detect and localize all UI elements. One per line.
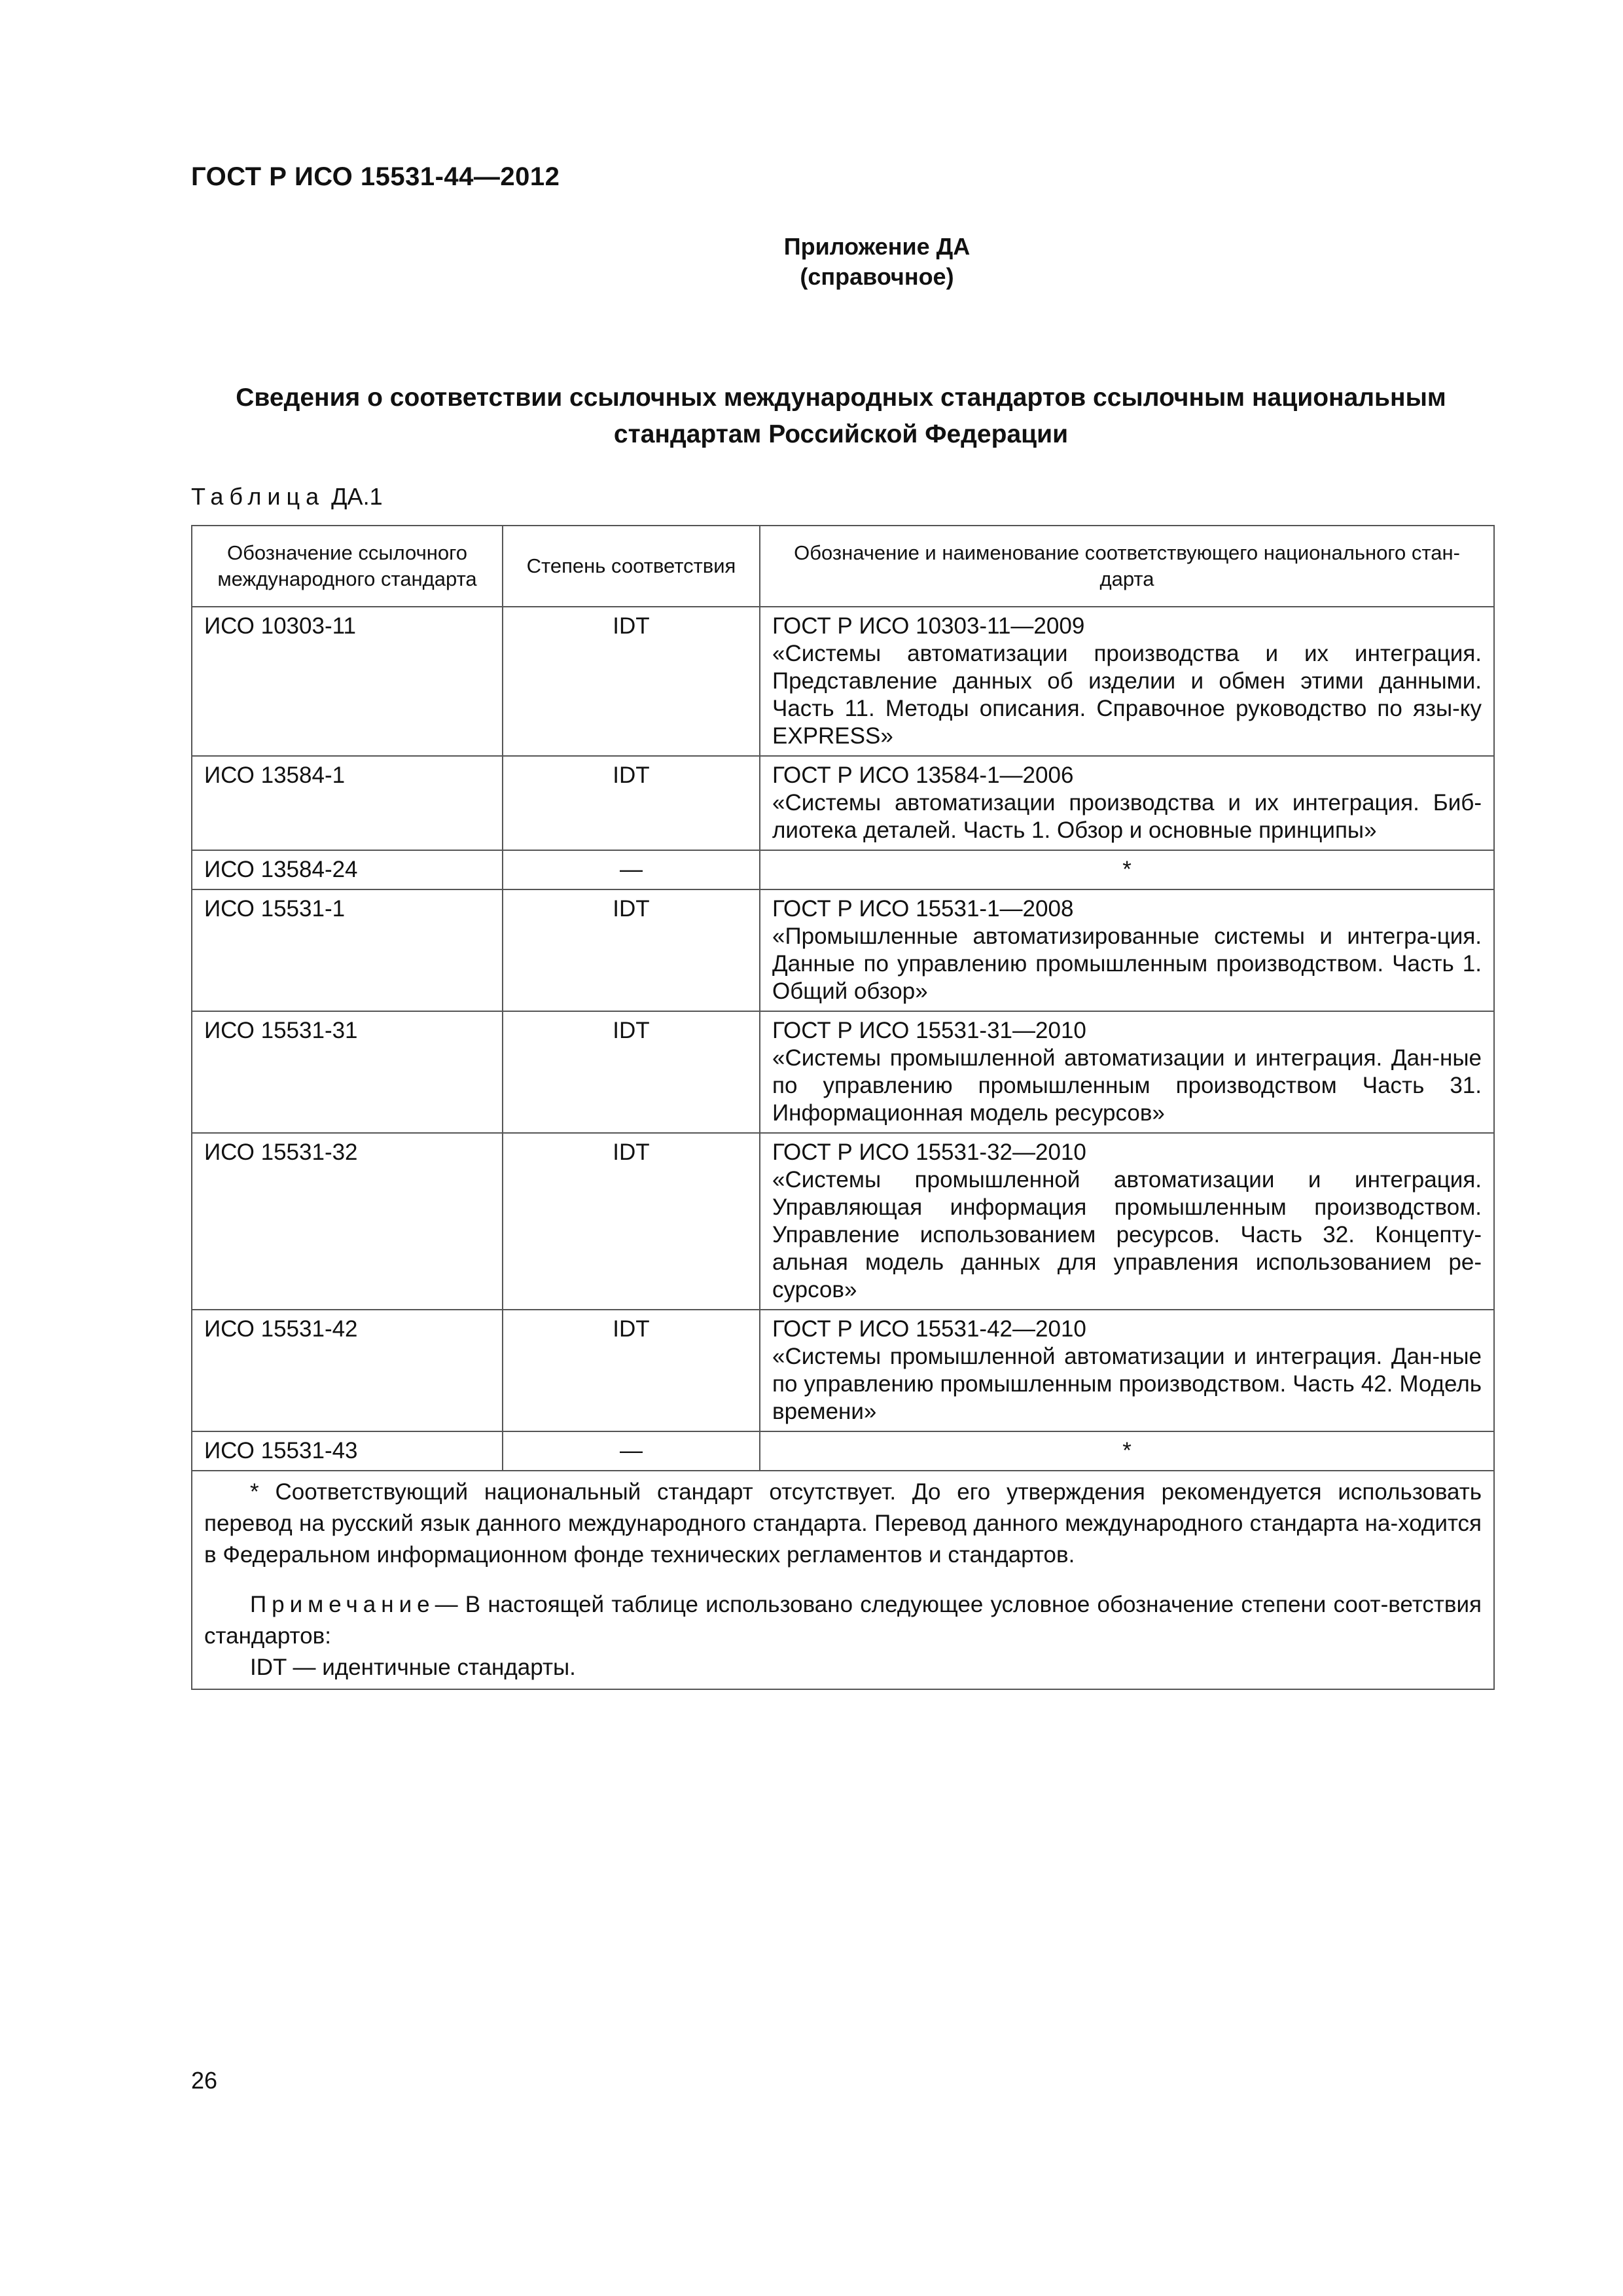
- degree-cell: IDT: [503, 889, 760, 1011]
- footnote-text: * Соответствующий национальный стандарт отсутствует. До его утверждения рекомендуется использовать перевод на русский язык данного международного стандарта. Перевод данного международного стандарта на-ходится в Федеральном информационном фонде технических регламентов и стандартов.: [204, 1479, 1482, 1568]
- intl-standard-cell: ИСО 13584-1: [192, 756, 503, 850]
- national-standard-cell: [760, 850, 1494, 889]
- table-footnote-cell: [192, 1471, 1494, 1689]
- national-standard-id: ГОСТ Р ИСО 10303-11—2009: [772, 613, 1085, 639]
- national-standard-id: ГОСТ Р ИСО 15531-1—2008: [772, 896, 1074, 922]
- degree-cell: IDT: [503, 1011, 760, 1133]
- intl-standard-cell: ИСО 15531-32: [192, 1133, 503, 1310]
- table-row: [192, 1431, 1494, 1471]
- national-standard-id: ГОСТ Р ИСО 15531-42—2010: [772, 1316, 1086, 1342]
- footnote-marker: *: [1122, 1438, 1132, 1463]
- intl-standard-cell: ИСО 13584-24: [192, 850, 503, 889]
- table-row: [192, 1011, 1494, 1133]
- table-note: [204, 1589, 1482, 1652]
- intl-standard-cell: ИСО 15531-1: [192, 889, 503, 1011]
- table-row: [192, 607, 1494, 756]
- table-row: [192, 1133, 1494, 1310]
- national-standard-cell: [760, 889, 1494, 1011]
- page-number: 26: [191, 2067, 218, 2094]
- column-header-intl-standard: Обозначение ссылочного международного стандарта: [192, 526, 503, 607]
- intl-standard-cell: ИСО 15531-31: [192, 1011, 503, 1133]
- national-standard-name: «Системы автоматизации производства и их интеграция. Представление данных об изделии и обмен этими данными. Часть 11. Методы описания. Справочное руководство по язы-ку EXPRESS»: [772, 641, 1482, 749]
- note-label: Примечание: [250, 1592, 435, 1617]
- degree-cell: IDT: [503, 1310, 760, 1431]
- table-row: [192, 1310, 1494, 1431]
- degree-cell: IDT: [503, 756, 760, 850]
- column-header-national-standard: Обозначение и наименование соответствующего национального стан-дарта: [760, 526, 1494, 607]
- degree-cell: —: [503, 1431, 760, 1471]
- intl-standard-cell: ИСО 10303-11: [192, 607, 503, 756]
- degree-cell: —: [503, 850, 760, 889]
- national-standard-name: «Системы промышленной автоматизации и интеграция. Управляющая информация промышленным производством. Управление использованием ресурсов. Часть 32. Концепту-альная модель данных для управления использованием ре-сурсов»: [772, 1167, 1482, 1302]
- national-standard-name: «Системы промышленной автоматизации и интеграция. Дан-ные по управлению промышленным производством Часть 31. Информационная модель ресурсов»: [772, 1045, 1482, 1126]
- national-standard-id: ГОСТ Р ИСО 15531-31—2010: [772, 1018, 1086, 1043]
- degree-cell: IDT: [503, 607, 760, 756]
- note-text: — В настоящей таблице использовано следующее условное обозначение степени соот-ветствия стандартов:: [204, 1592, 1482, 1649]
- document-id: ГОСТ Р ИСО 15531-44—2012: [191, 162, 560, 191]
- national-standard-cell: [760, 1310, 1494, 1431]
- main-title: Сведения о соответствии ссылочных международных стандартов ссылочным национальным стандартам Российской Федерации: [236, 384, 1446, 448]
- table-caption: [191, 483, 383, 511]
- national-standard-cell: [760, 1011, 1494, 1133]
- column-header-degree: Степень соответствия: [503, 526, 760, 607]
- national-standard-id: ГОСТ Р ИСО 15531-32—2010: [772, 1139, 1086, 1165]
- national-standard-name: «Системы промышленной автоматизации и интеграция. Дан-ные по управлению промышленным производством. Часть 42. Модель времени»: [772, 1344, 1482, 1424]
- national-standard-cell: [760, 1133, 1494, 1310]
- footnote-marker: *: [1122, 857, 1132, 882]
- table-row: [192, 850, 1494, 889]
- table-footer-row: [192, 1471, 1494, 1689]
- table-row: [192, 756, 1494, 850]
- national-standard-name: «Системы автоматизации производства и их интеграция. Биб-лиотека деталей. Часть 1. Обзор и основные принципы»: [772, 790, 1482, 843]
- idt-legend: IDT — идентичные стандарты.: [250, 1655, 576, 1680]
- appendix-heading: [0, 232, 1623, 292]
- intl-standard-cell: ИСО 15531-43: [192, 1431, 503, 1471]
- table-header-row: [192, 526, 1494, 607]
- national-standard-cell: [760, 756, 1494, 850]
- correspondence-table: [191, 525, 1495, 1690]
- national-standard-name: «Промышленные автоматизированные системы и интегра-ция. Данные по управлению промышленным производством. Часть 1. Общий обзор»: [772, 924, 1482, 1004]
- table-caption-word: Таблица: [191, 483, 325, 510]
- degree-cell: IDT: [503, 1133, 760, 1310]
- table-caption-number: ДА.1: [331, 483, 383, 510]
- national-standard-cell: [760, 1431, 1494, 1471]
- intl-standard-cell: ИСО 15531-42: [192, 1310, 503, 1431]
- table-row: [192, 889, 1494, 1011]
- national-standard-cell: [760, 607, 1494, 756]
- appendix-type: (справочное): [800, 263, 954, 290]
- national-standard-id: ГОСТ Р ИСО 13584-1—2006: [772, 762, 1074, 788]
- appendix-title: Приложение ДА: [783, 233, 971, 260]
